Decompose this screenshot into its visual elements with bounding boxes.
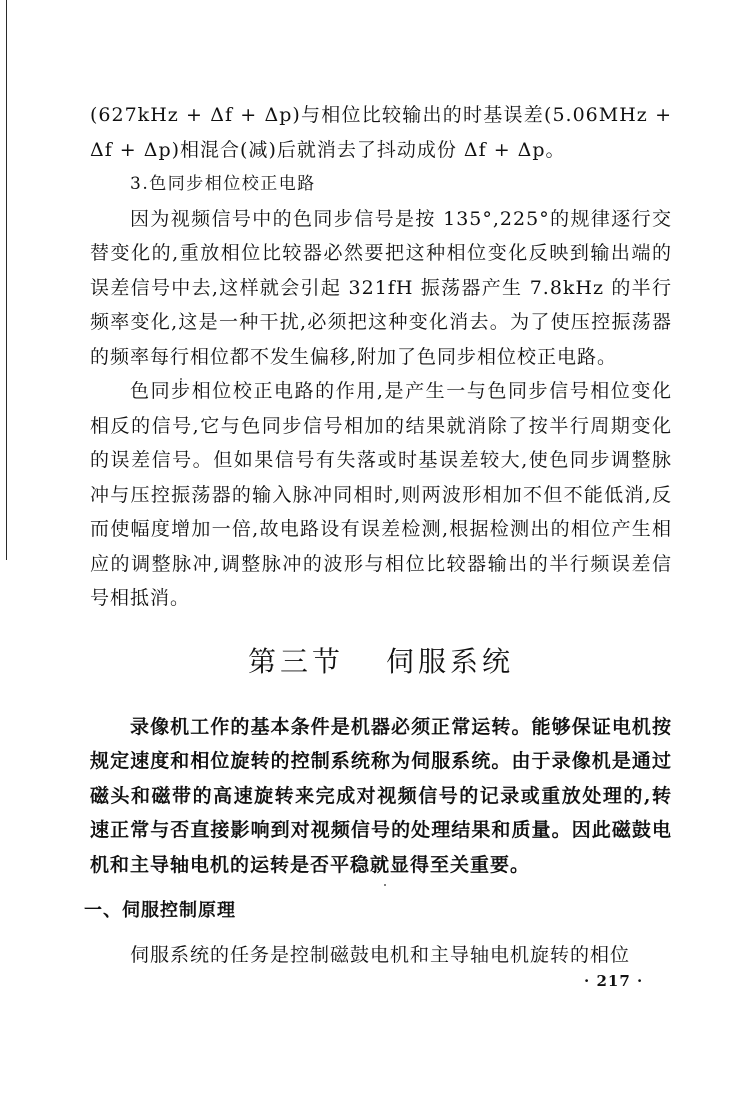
paragraph-burst-phase: 因为视频信号中的色同步信号是按 135°,225°的规律逐行交替变化的,重放相位比较器必然要把这种相位变化反映到输出端的误差信号中去,这样就会引起 321fH 振荡器产生 7.8kHz 的半行频率变化,这是一种干扰,必须把这种变化消去。为了使压控振荡器的频率每行相位都不发生偏移,附加了色同步相位校正电路。 xyxy=(90,207,672,368)
subsection-heading: 一、伺服控制原理 xyxy=(84,900,236,921)
heading-burst-phase-correction: 3.色同步相位校正电路 xyxy=(130,174,316,194)
paragraph-servo-task: 伺服系统的任务是控制磁鼓电机和主导轴电机旋转的相位 xyxy=(130,944,631,966)
scan-speck xyxy=(180,378,182,380)
paragraph-servo-intro: 录像机工作的基本条件是机器必须正常运转。能够保证电机按规定速度和相位旋转的控制系统称为伺服系统。由于录像机是通过磁头和磁带的高速旋转来完成对视频信号的记录或重放处理的,转速正常与否直接影响到对视频信号的处理结果和质量。因此磁鼓电机和主导轴电机的运转是否平稳就显得至关重要。 xyxy=(90,715,672,876)
page-number: · 217 · xyxy=(584,972,644,990)
book-page xyxy=(84,98,672,973)
scan-margin-line xyxy=(6,0,7,560)
scan-speck xyxy=(384,884,386,886)
section-name: 伺服系统 xyxy=(386,644,515,678)
section-number: 第三节 xyxy=(247,644,344,678)
paragraph-correction-function: 色同步相位校正电路的作用,是产生一与色同步信号相位变化相反的信号,它与色同步信号相加的结果就消除了按半行周期变化的误差信号。但如果信号有失落或时基误差较大,使色同步调整脉冲与压控振荡器的输入脉冲同相时,则两波形相加不但不能低消,反而使幅度增加一倍,故电路设有误差检测,根据检测出的相位产生相应的调整脉冲,调整脉冲的波形与相位比较器输出的半行频误差信号相抵消。 xyxy=(90,380,672,609)
paragraph-jitter-cancel: (627kHz + Δf + Δp)与相位比较输出的时基误差(5.06MHz + Δf + Δp)相混合(减)后就消去了抖动成份 Δf + Δp。 xyxy=(90,104,672,161)
section-title xyxy=(90,642,672,682)
